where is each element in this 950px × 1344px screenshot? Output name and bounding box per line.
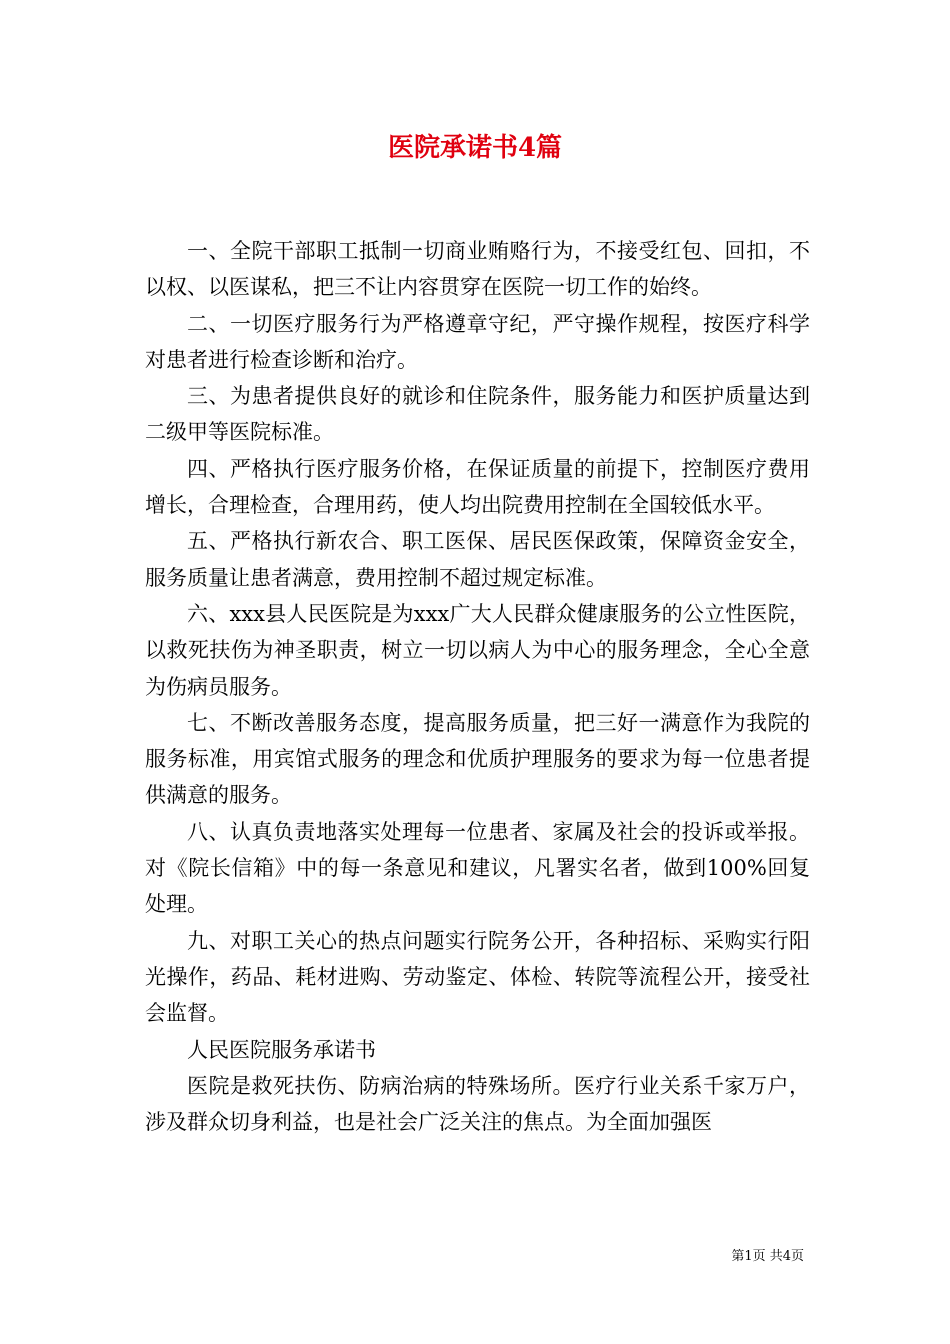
paragraph-2: 二、一切医疗服务行为严格遵章守纪，严守操作规程，按医疗科学对患者进行检查诊断和治疗。 [145,311,810,372]
paragraph-6: 六、xxx县人民医院是为xxx广大人民群众健康服务的公立性医院，以救死扶伤为神圣职责，树立一切以病人为中心的服务理念，全心全意为伤病员服务。 [145,601,810,699]
paragraph-5: 五、严格执行新农合、职工医保、居民医保政策，保障资金安全，服务质量让患者满意，费用控制不超过规定标准。 [145,529,810,590]
paragraph-3: 三、为患者提供良好的就诊和住院条件，服务能力和医护质量达到二级甲等医院标准。 [145,384,810,445]
paragraph-8: 八、认真负责地落实处理每一位患者、家属及社会的投诉或举报。对《院长信箱》中的每一条意见和建议，凡署实名者，做到100%回复处理。 [145,819,810,917]
section-heading: 人民医院服务承诺书 [187,1037,376,1062]
document-title: 医院承诺书4篇 [387,133,563,163]
document-body [145,233,810,1140]
paragraph-7: 七、不断改善服务态度，提高服务质量，把三好一满意作为我院的服务标准，用宾馆式服务的理念和优质护理服务的要求为每一位患者提供满意的服务。 [145,710,810,808]
paragraph-10: 医院是救死扶伤、防病治病的特殊场所。医疗行业关系千家万户，涉及群众切身利益，也是社会广泛关注的焦点。为全面加强医 [145,1073,810,1135]
page-indicator: 第1页 共4页 [731,1249,804,1264]
paragraph-1: 一、全院干部职工抵制一切商业贿赂行为，不接受红包、回扣，不以权、以医谋私，把三不让内容贯穿在医院一切工作的始终。 [145,239,810,300]
paragraph-4: 四、严格执行医疗服务价格，在保证质量的前提下，控制医疗费用增长，合理检查，合理用药，使人均出院费用控制在全国较低水平。 [145,456,810,518]
paragraph-9: 九、对职工关心的热点问题实行院务公开，各种招标、采购实行阳光操作，药品、耗材进购、劳动鉴定、体检、转院等流程公开，接受社会监督。 [145,928,810,1026]
